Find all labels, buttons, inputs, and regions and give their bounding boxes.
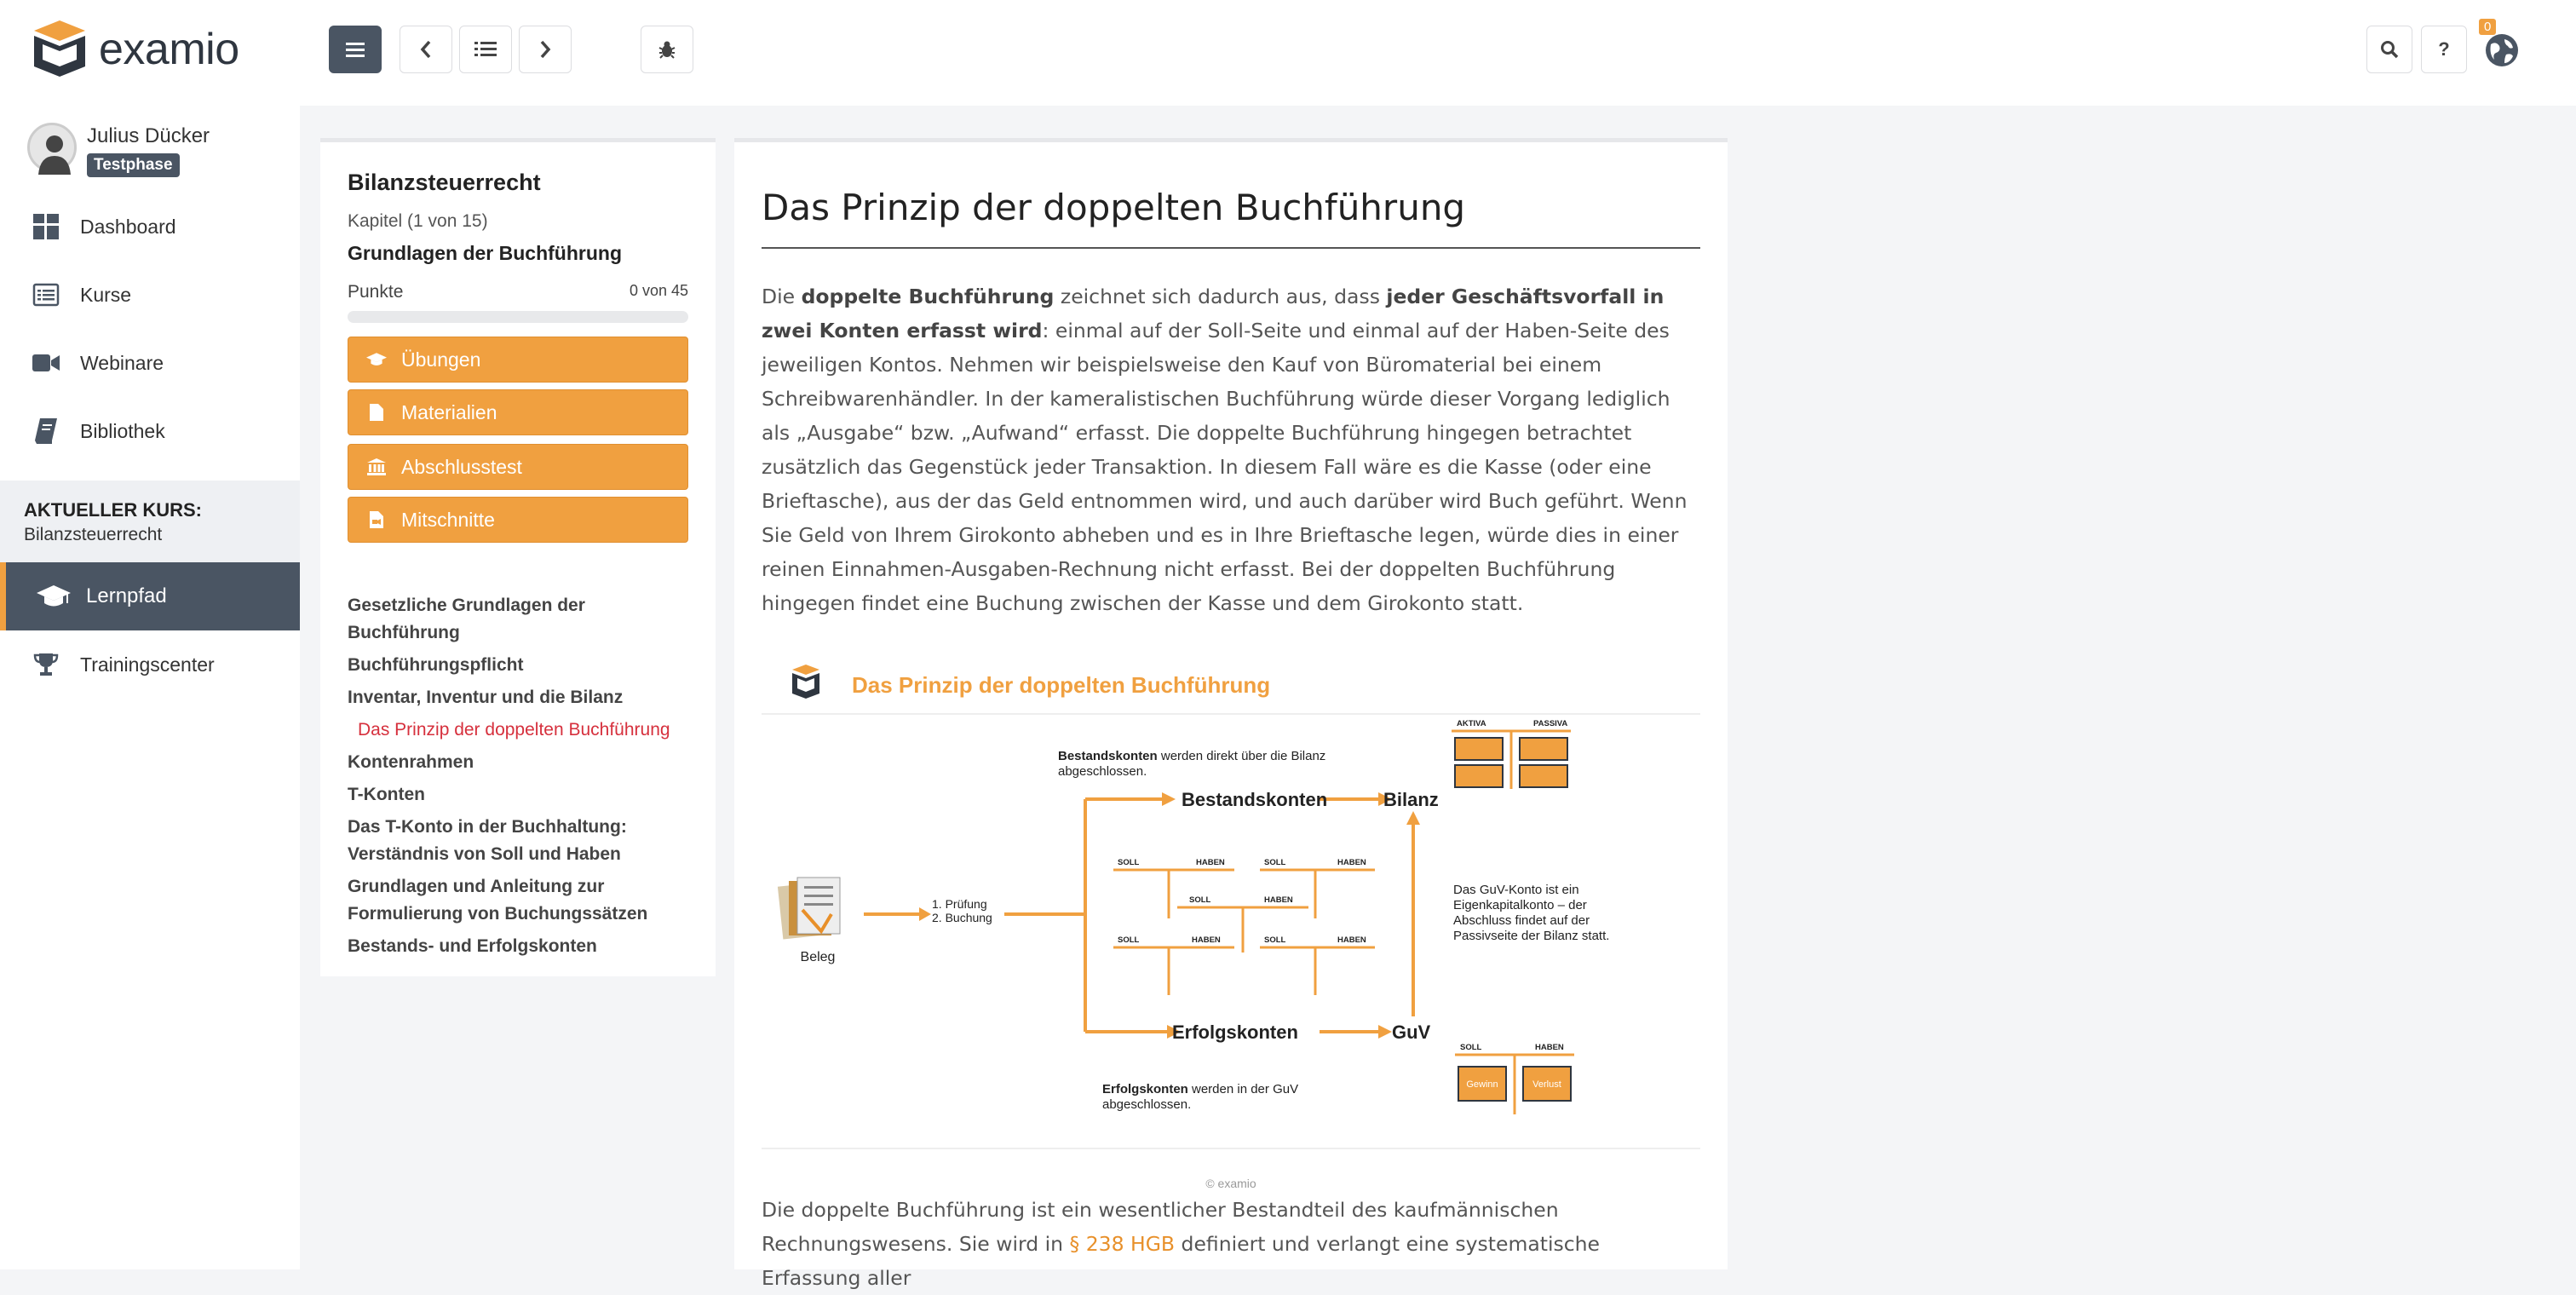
toc-item[interactable]: Das T-Konto in der Buchhaltung: Verständnis von Soll und Haben: [348, 817, 627, 864]
svg-text:GuV: GuV: [1392, 1022, 1431, 1043]
svg-text:abgeschlossen.: abgeschlossen.: [1102, 1097, 1192, 1112]
svg-text:Beleg: Beleg: [800, 950, 836, 964]
materials-label: Materialien: [401, 400, 497, 423]
current-course-name: Bilanzsteuerrecht: [24, 525, 163, 544]
svg-text:PASSIVA: PASSIVA: [1533, 719, 1568, 728]
graduation-cap-icon: [37, 579, 71, 613]
svg-text:SOLL: SOLL: [1264, 858, 1286, 867]
svg-text:Bilanz: Bilanz: [1383, 789, 1439, 810]
svg-text:AKTIVA: AKTIVA: [1457, 719, 1486, 728]
toc-item[interactable]: Gesetzliche Grundlagen der Buchführung: [348, 596, 585, 642]
diagram-logo-icon: [792, 665, 819, 699]
list-icon: [474, 40, 497, 59]
svg-text:abgeschlossen.: abgeschlossen.: [1058, 764, 1147, 779]
svg-text:SOLL: SOLL: [1118, 935, 1140, 945]
file-icon: [367, 403, 386, 422]
notifications-button[interactable]: [2484, 20, 2520, 68]
svg-text:SOLL: SOLL: [1118, 858, 1140, 867]
examio-logo-icon: [29, 19, 90, 80]
article-paragraph-1: Die doppelte Buchführung zeichnet sich dadurch aus, dass jeder Geschäftsvorfall in zwei Konten erfasst wird: einmal auf der Soll-Seite und einmal auf der Haben-Seite des jeweiligen Kontos. Nehmen wir beispielsweise den Kauf von Büromaterial bei einem Schreibwarenhändler. In der kameralistischen Buchführung würde dieser Vorgang lediglich als „Ausgabe“ bzw. „Aufwand“ erfasst. Die doppelte Buchführung hingegen betrachtet zusätzlich das Gegenstück jeder Transaktion. In diesem Fall wäre es die Kasse (oder eine Brieftasche), aus der das Geld entnommen wird, und auch darüber wird Buch geführt. Wenn Sie Geld von Ihrem Girokonto abheben und es in Ihre Brieftasche legen, würde dies in einer reinen Einnahmen-Ausgaben-Rechnung nicht erfasst. Bei der doppelten Buchführung hingegen findet eine Buchung zwischen der Kasse und dem Girokonto statt.: [762, 285, 1688, 615]
course-title: Bilanzsteuerrecht: [348, 170, 541, 195]
svg-text:SOLL: SOLL: [1189, 895, 1211, 905]
avatar: [27, 123, 77, 172]
toc-item-active[interactable]: Das Prinzip der doppelten Buchführung: [358, 720, 670, 740]
current-course-box: [0, 481, 300, 562]
svg-text:2. Buchung: 2. Buchung: [932, 911, 992, 924]
next-button[interactable]: [519, 26, 572, 73]
svg-text:Verlust: Verlust: [1532, 1079, 1561, 1090]
question-icon: ?: [2438, 38, 2450, 60]
video-icon: [31, 348, 61, 378]
svg-text:Passivseite der Bilanz statt.: Passivseite der Bilanz statt.: [1453, 929, 1610, 943]
points-value: 0 von 45: [629, 282, 688, 299]
toc-item[interactable]: T-Konten: [348, 785, 425, 804]
chevron-left-icon: [419, 39, 433, 60]
figure-caption: © examio: [1205, 1177, 1256, 1190]
svg-text:HABEN: HABEN: [1192, 935, 1221, 945]
svg-text:Bestandskonten: Bestandskonten: [1182, 789, 1328, 810]
user-profile[interactable]: [27, 123, 210, 177]
exercises-button[interactable]: [348, 337, 688, 383]
svg-text:HABEN: HABEN: [1337, 858, 1366, 867]
previous-button[interactable]: [400, 26, 452, 73]
top-bar: [0, 0, 2576, 106]
article-title: Das Prinzip der doppelten Buchführung: [762, 187, 1700, 249]
help-button[interactable]: [2421, 26, 2467, 73]
sidebar-item-lernpfad[interactable]: [0, 562, 300, 630]
report-bug-button[interactable]: [641, 26, 693, 73]
points-progress-bar: [348, 311, 688, 323]
sidebar-item-label: Webinare: [80, 351, 164, 374]
sidebar-item-kurse[interactable]: [0, 261, 300, 329]
search-button[interactable]: [2366, 26, 2412, 73]
svg-text:1. Prüfung: 1. Prüfung: [932, 897, 987, 911]
diagram-title: Das Prinzip der doppelten Buchführung: [852, 672, 1271, 698]
svg-text:HABEN: HABEN: [1535, 1043, 1564, 1052]
chapter-counter: Kapitel (1 von 15): [348, 211, 488, 231]
sidebar-item-webinare[interactable]: [0, 329, 300, 397]
logo-text: examio: [99, 25, 239, 74]
svg-text:Bestandskonten werden direkt ü: Bestandskonten werden direkt über die Bilanz: [1058, 749, 1326, 763]
svg-text:Erfolgskonten: Erfolgskonten: [1172, 1022, 1298, 1043]
final-test-button[interactable]: [348, 444, 688, 490]
trial-badge: Testphase: [87, 153, 180, 177]
graduation-cap-icon: [367, 350, 386, 369]
trophy-icon: [31, 649, 61, 680]
svg-text:HABEN: HABEN: [1264, 895, 1293, 905]
sidebar-item-label: Dashboard: [80, 215, 176, 238]
toc-item[interactable]: Bestands- und Erfolgskonten: [348, 936, 597, 956]
menu-toggle-button[interactable]: [329, 26, 382, 73]
recordings-button[interactable]: [348, 497, 688, 543]
overview-button[interactable]: [459, 26, 512, 73]
article: [734, 138, 1728, 1290]
institution-icon: [367, 458, 386, 476]
svg-text:HABEN: HABEN: [1196, 858, 1225, 867]
user-silhouette-icon: [30, 125, 79, 175]
exercises-label: Übungen: [401, 348, 481, 371]
sidebar: [0, 106, 300, 1269]
toc-item[interactable]: Inventar, Inventur und die Bilanz: [348, 688, 624, 707]
svg-text:HABEN: HABEN: [1337, 935, 1366, 945]
svg-text:Das GuV-Konto ist ein: Das GuV-Konto ist ein: [1453, 883, 1579, 897]
globe-icon: [2484, 32, 2520, 68]
svg-text:Eigenkapitalkonto – der: Eigenkapitalkonto – der: [1453, 898, 1587, 912]
svg-text:Abschluss findet auf der: Abschluss findet auf der: [1453, 913, 1590, 928]
svg-text:SOLL: SOLL: [1264, 935, 1286, 945]
materials-button[interactable]: [348, 389, 688, 435]
hamburger-icon: [346, 41, 365, 58]
courses-icon: [31, 279, 61, 310]
notification-count-badge: 0: [2479, 19, 2496, 35]
bug-icon: [658, 40, 676, 59]
sidebar-item-label: Trainingscenter: [80, 653, 215, 676]
dashboard-icon: [31, 211, 61, 242]
sidebar-item-label: Bibliothek: [80, 419, 165, 442]
current-course-label: AKTUELLER KURS:: [24, 499, 202, 521]
video-file-icon: [367, 510, 386, 529]
sidebar-item-label: Kurse: [80, 283, 132, 306]
sidebar-item-label: Lernpfad: [86, 584, 167, 607]
sidebar-item-trainingscenter[interactable]: [0, 630, 300, 699]
chapter-name: Grundlagen der Buchführung: [348, 242, 622, 264]
toc-item[interactable]: Grundlagen und Anleitung zur Formulierung von Buchungssätzen: [348, 877, 648, 924]
toc-item[interactable]: Kontenrahmen: [348, 752, 474, 772]
toc-item[interactable]: Buchführungspflicht: [348, 655, 524, 675]
book-icon: [31, 416, 61, 446]
logo[interactable]: [29, 19, 239, 80]
points-row: [348, 282, 688, 302]
final-test-label: Abschlusstest: [401, 455, 522, 478]
article-paragraph-2: Die doppelte Buchführung ist ein wesentlicher Bestandteil des kaufmännischen Rechnungswesens. Sie wird in § 238 HGB definiert und verlangt eine systematische Erfassung aller: [762, 1198, 1600, 1290]
table-of-contents: [348, 592, 688, 960]
svg-text:Gewinn: Gewinn: [1466, 1079, 1498, 1090]
diagram-double-entry: [762, 654, 1700, 1190]
sidebar-item-dashboard[interactable]: [0, 193, 300, 261]
svg-text:Erfolgskonten werden in der Gu: Erfolgskonten werden in der GuV: [1102, 1082, 1299, 1096]
recordings-label: Mitschnitte: [401, 508, 495, 531]
hgb-link[interactable]: § 238 HGB: [1069, 1232, 1176, 1256]
documents-icon: [778, 878, 840, 939]
course-panel: [320, 138, 716, 976]
user-name: Julius Dücker: [87, 124, 210, 147]
search-icon: [2380, 40, 2399, 59]
svg-text:SOLL: SOLL: [1460, 1043, 1482, 1052]
sidebar-item-bibliothek[interactable]: [0, 397, 300, 465]
points-label: Punkte: [348, 282, 404, 302]
chevron-right-icon: [538, 39, 552, 60]
